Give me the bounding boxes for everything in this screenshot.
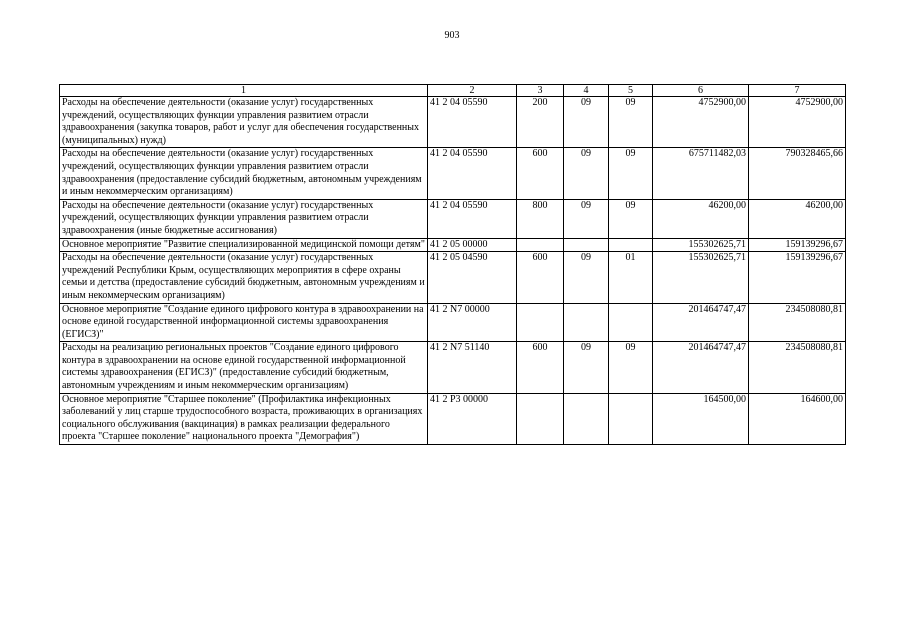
expense-type-cell: 600 xyxy=(517,342,564,393)
description-cell: Расходы на обеспечение деятельности (оказание услуг) государственных учреждений Республики Крым, осуществляющих мероприятия в сфере охраны семьи и детства (предоставление субсидий бюджетным, автономным учреждениям и иным некоммерческим организациям) xyxy=(60,252,428,303)
table-row xyxy=(60,393,846,444)
description-cell: Расходы на реализацию региональных проектов "Создание единого цифрового контура в здравоохранении на основе единой государственной информационной системы здравоохранения (ЕГИСЗ)" (предоставление субсидий бюджетным, автономным учреждениям и иным некоммерческим организациям) xyxy=(60,342,428,393)
amount-year1-cell: 201464747,47 xyxy=(653,303,749,342)
target-article-cell: 41 2 05 00000 xyxy=(428,238,517,252)
subsection-cell: 01 xyxy=(609,252,653,303)
amount-year2-cell: 234508080,81 xyxy=(749,342,846,393)
amount-year2-cell: 159139296,67 xyxy=(749,238,846,252)
target-article-cell: 41 2 N7 00000 xyxy=(428,303,517,342)
target-article-cell: 41 2 04 05590 xyxy=(428,199,517,238)
expense-type-cell: 600 xyxy=(517,252,564,303)
amount-year2-cell: 234508080,81 xyxy=(749,303,846,342)
amount-year1-cell: 675711482,03 xyxy=(653,148,749,199)
header-cell: 3 xyxy=(517,85,564,97)
expense-type-cell xyxy=(517,303,564,342)
expense-type-cell: 600 xyxy=(517,148,564,199)
subsection-cell xyxy=(609,303,653,342)
section-cell: 09 xyxy=(564,97,609,148)
description-cell: Расходы на обеспечение деятельности (оказание услуг) государственных учреждений, осуществляющих функции управления развитием отрасли здравоохранения (закупка товаров, работ и услуг для обеспечения государственных (муниципальных) нужд) xyxy=(60,97,428,148)
subsection-cell: 09 xyxy=(609,97,653,148)
header-cell: 4 xyxy=(564,85,609,97)
table-row xyxy=(60,97,846,148)
description-cell: Основное мероприятие "Старшее поколение" (Профилактика инфекционных заболеваний у лиц старше трудоспособного возраста, проживающих в организациях социального обслуживания (вакцинация) в рамках реализации федерального проекта "Старшее поколение" национального проекта "Демография") xyxy=(60,393,428,444)
target-article-cell: 41 2 05 04590 xyxy=(428,252,517,303)
table-body xyxy=(60,97,846,445)
expense-type-cell: 200 xyxy=(517,97,564,148)
target-article-cell: 41 2 04 05590 xyxy=(428,97,517,148)
header-cell: 7 xyxy=(749,85,846,97)
budget-table xyxy=(59,84,846,445)
header-cell: 1 xyxy=(60,85,428,97)
description-cell: Расходы на обеспечение деятельности (оказание услуг) государственных учреждений, осуществляющих функции управления развитием отрасли здравоохранения (предоставление субсидий бюджетным, автономным учреждениям и иным некоммерческим организациям) xyxy=(60,148,428,199)
description-cell: Основное мероприятие "Создание единого цифрового контура в здравоохранении на основе единой государственной информационной системы здравоохранения (ЕГИСЗ)" xyxy=(60,303,428,342)
amount-year1-cell: 4752900,00 xyxy=(653,97,749,148)
target-article-cell: 41 2 04 05590 xyxy=(428,148,517,199)
page-number: 903 xyxy=(444,30,460,41)
subsection-cell xyxy=(609,393,653,444)
table-row xyxy=(60,199,846,238)
section-cell xyxy=(564,303,609,342)
target-article-cell: 41 2 N7 51140 xyxy=(428,342,517,393)
amount-year1-cell: 164500,00 xyxy=(653,393,749,444)
description-cell: Расходы на обеспечение деятельности (оказание услуг) государственных учреждений, осуществляющих функции управления развитием отрасли здравоохранения (иные бюджетные ассигнования) xyxy=(60,199,428,238)
section-cell xyxy=(564,393,609,444)
expense-type-cell xyxy=(517,393,564,444)
target-article-cell: 41 2 P3 00000 xyxy=(428,393,517,444)
expense-type-cell xyxy=(517,238,564,252)
table-row xyxy=(60,252,846,303)
amount-year2-cell: 159139296,67 xyxy=(749,252,846,303)
table-row xyxy=(60,303,846,342)
amount-year2-cell: 790328465,66 xyxy=(749,148,846,199)
amount-year2-cell: 4752900,00 xyxy=(749,97,846,148)
section-cell xyxy=(564,238,609,252)
section-cell: 09 xyxy=(564,252,609,303)
header-cell: 5 xyxy=(609,85,653,97)
section-cell: 09 xyxy=(564,342,609,393)
subsection-cell xyxy=(609,238,653,252)
amount-year1-cell: 201464747,47 xyxy=(653,342,749,393)
amount-year2-cell: 164600,00 xyxy=(749,393,846,444)
table-row xyxy=(60,148,846,199)
section-cell: 09 xyxy=(564,148,609,199)
amount-year1-cell: 46200,00 xyxy=(653,199,749,238)
header-cell: 6 xyxy=(653,85,749,97)
header-cell: 2 xyxy=(428,85,517,97)
subsection-cell: 09 xyxy=(609,199,653,238)
table-row xyxy=(60,238,846,252)
amount-year1-cell: 155302625,71 xyxy=(653,252,749,303)
subsection-cell: 09 xyxy=(609,342,653,393)
description-cell: Основное мероприятие "Развитие специализированной медицинской помощи детям" xyxy=(60,238,428,252)
section-cell: 09 xyxy=(564,199,609,238)
table-row xyxy=(60,342,846,393)
amount-year1-cell: 155302625,71 xyxy=(653,238,749,252)
amount-year2-cell: 46200,00 xyxy=(749,199,846,238)
expense-type-cell: 800 xyxy=(517,199,564,238)
header-row xyxy=(60,85,846,97)
subsection-cell: 09 xyxy=(609,148,653,199)
